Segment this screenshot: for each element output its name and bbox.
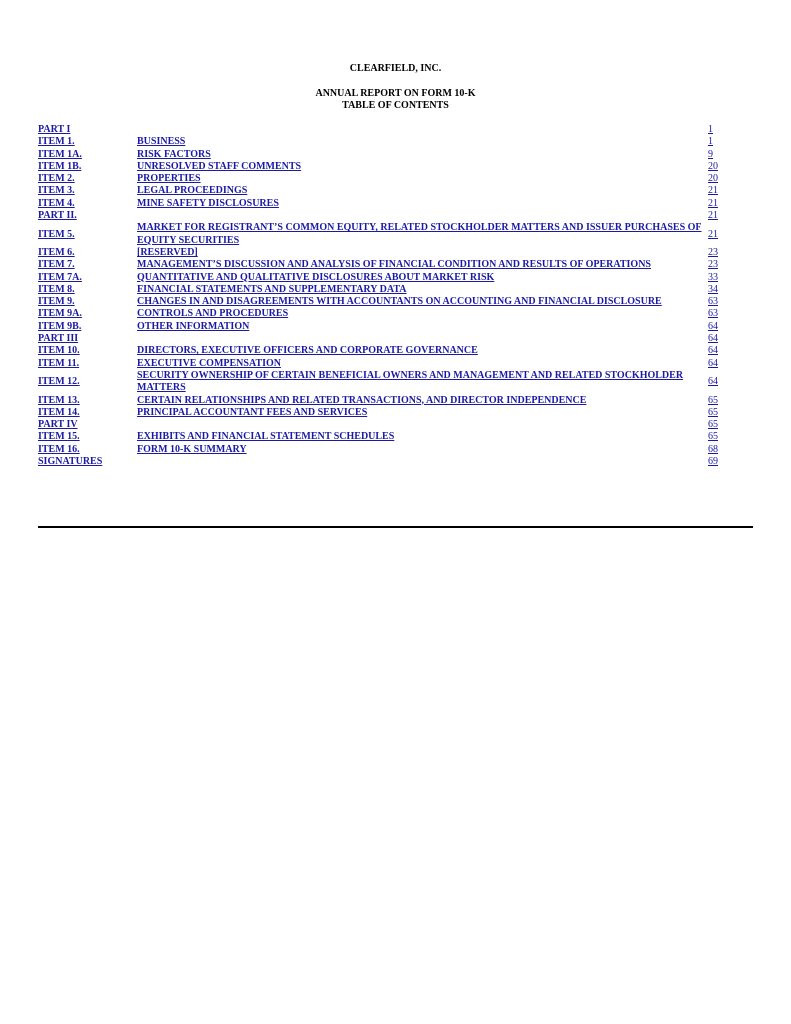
toc-item-cell xyxy=(38,376,137,388)
toc-item-cell xyxy=(38,431,137,443)
toc-page-cell xyxy=(708,149,718,161)
toc-row xyxy=(38,185,718,197)
toc-title-cell xyxy=(137,296,708,308)
toc-page-cell xyxy=(708,395,718,407)
toc-row xyxy=(38,345,718,357)
toc-page-cell xyxy=(708,136,718,148)
toc-page-cell xyxy=(708,345,718,357)
toc-title-cell xyxy=(137,198,708,210)
toc-page-link[interactable]: 69 xyxy=(708,456,718,468)
toc-title-link[interactable]: BUSINESS xyxy=(137,136,186,148)
toc-item-link[interactable]: ITEM 7A. xyxy=(38,271,82,283)
toc-row xyxy=(38,124,718,136)
toc-row xyxy=(38,272,718,284)
toc-page-link[interactable]: 34 xyxy=(708,283,718,295)
toc-page-cell xyxy=(708,321,718,333)
toc-page-cell xyxy=(708,229,718,241)
toc-item-link[interactable]: ITEM 2. xyxy=(38,173,75,185)
toc-title-cell xyxy=(137,284,708,296)
toc-item-cell xyxy=(38,345,137,357)
toc-page-link[interactable]: 64 xyxy=(708,333,718,345)
toc-title-cell xyxy=(137,247,708,259)
toc-page-cell xyxy=(708,444,718,456)
toc-title-cell xyxy=(137,222,708,247)
toc-item-cell xyxy=(38,395,137,407)
toc-page-cell xyxy=(708,296,718,308)
toc-item-link[interactable]: ITEM 3. xyxy=(38,185,75,197)
toc-item-cell xyxy=(38,259,137,271)
toc-title-link[interactable]: RISK FACTORS xyxy=(137,148,211,160)
toc-title-link[interactable]: LEGAL PROCEEDINGS xyxy=(137,185,248,197)
toc-row xyxy=(38,419,718,431)
company-name: CLEARFIELD, INC. xyxy=(349,63,442,74)
toc-row xyxy=(38,259,718,271)
toc-item-cell xyxy=(38,358,137,370)
toc-page-link[interactable]: 64 xyxy=(708,320,718,332)
toc-title-cell xyxy=(137,173,708,185)
toc-row xyxy=(38,333,718,345)
toc-item-cell xyxy=(38,229,137,241)
toc-item-link[interactable]: PART II. xyxy=(38,210,77,222)
toc-item-link[interactable]: ITEM 1. xyxy=(38,136,75,148)
toc-page-link[interactable]: 33 xyxy=(708,271,718,283)
toc-title-cell xyxy=(137,407,708,419)
toc-item-link[interactable]: ITEM 11. xyxy=(38,357,80,369)
toc-title-cell xyxy=(137,358,708,370)
toc-item-cell xyxy=(38,210,137,222)
toc-page-link[interactable]: 1 xyxy=(708,136,713,148)
toc-page-cell xyxy=(708,431,718,443)
toc-item-cell xyxy=(38,296,137,308)
toc-title-link[interactable]: UNRESOLVED STAFF COMMENTS xyxy=(137,160,302,172)
toc-title-cell xyxy=(137,431,708,443)
toc-row xyxy=(38,247,718,259)
toc-item-cell xyxy=(38,456,137,468)
toc-item-link[interactable]: ITEM 14. xyxy=(38,406,80,418)
toc-page-cell xyxy=(708,284,718,296)
toc-page-link[interactable]: 20 xyxy=(708,160,718,172)
toc-page-link[interactable]: 21 xyxy=(708,197,718,209)
toc-title-cell xyxy=(137,444,708,456)
toc-page-cell xyxy=(708,358,718,370)
toc-title-link[interactable]: QUANTITATIVE AND QUALITATIVE DISCLOSURES ABOUT MARKET RISK xyxy=(137,271,495,283)
toc-page-cell xyxy=(708,259,718,271)
toc-page-cell xyxy=(708,198,718,210)
toc-item-cell xyxy=(38,419,137,431)
toc-row xyxy=(38,358,718,370)
toc-item-cell xyxy=(38,284,137,296)
toc-page-link[interactable]: 21 xyxy=(708,228,718,240)
toc-item-cell xyxy=(38,308,137,320)
toc-row xyxy=(38,149,718,161)
toc-item-cell xyxy=(38,407,137,419)
toc-item-link[interactable]: ITEM 5. xyxy=(38,228,75,240)
toc-page-cell xyxy=(708,419,718,431)
toc-title-cell xyxy=(137,149,708,161)
toc-title-link[interactable]: SECURITY OWNERSHIP OF CERTAIN BENEFICIAL OWNERS AND MANAGEMENT AND RELATED STOCKHOLDER MATTERS xyxy=(137,369,684,394)
toc-title-cell xyxy=(137,345,708,357)
toc-row xyxy=(38,222,718,247)
toc-title-cell xyxy=(137,370,708,395)
toc-title-link[interactable]: FORM 10-K SUMMARY xyxy=(137,443,247,455)
toc-title-cell xyxy=(137,395,708,407)
toc-title-link[interactable]: OTHER INFORMATION xyxy=(137,320,250,332)
toc-title-link[interactable]: EXHIBITS AND FINANCIAL STATEMENT SCHEDULES xyxy=(137,431,395,443)
toc-row xyxy=(38,296,718,308)
toc-page-link[interactable]: 20 xyxy=(708,173,718,185)
toc-title-cell xyxy=(137,136,708,148)
page-divider xyxy=(38,526,753,528)
toc-page-link[interactable]: 64 xyxy=(708,345,718,357)
toc-item-link[interactable]: ITEM 10. xyxy=(38,345,80,357)
toc-item-cell xyxy=(38,247,137,259)
toc-page-link[interactable]: 65 xyxy=(708,394,718,406)
toc-page-link[interactable]: 63 xyxy=(708,296,718,308)
toc-title-link[interactable]: CHANGES IN AND DISAGREEMENTS WITH ACCOUNTANTS ON ACCOUNTING AND FINANCIAL DISCLOSURE xyxy=(137,296,662,308)
toc-page-link[interactable]: 65 xyxy=(708,431,718,443)
toc-title-link[interactable]: EXECUTIVE COMPENSATION xyxy=(137,357,281,369)
toc-title-link[interactable]: MANAGEMENT’S DISCUSSION AND ANALYSIS OF FINANCIAL CONDITION AND RESULTS OF OPERATIONS xyxy=(137,259,651,271)
toc-page-link[interactable]: 63 xyxy=(708,308,718,320)
toc-row xyxy=(38,444,718,456)
toc-title-link[interactable]: FINANCIAL STATEMENTS AND SUPPLEMENTARY DATA xyxy=(137,283,407,295)
toc-item-cell xyxy=(38,161,137,173)
toc-row xyxy=(38,370,718,395)
toc-row xyxy=(38,284,718,296)
toc-page-cell xyxy=(708,456,718,468)
toc-item-cell xyxy=(38,173,137,185)
toc-row xyxy=(38,407,718,419)
toc-item-cell xyxy=(38,333,137,345)
toc-title-cell xyxy=(137,185,708,197)
toc-row xyxy=(38,210,718,222)
toc-title-link[interactable]: MARKET FOR REGISTRANT’S COMMON EQUITY, RELATED STOCKHOLDER MATTERS AND ISSUER PURCHASES OF EQUITY SECURITIES xyxy=(137,222,702,246)
toc-page-link[interactable]: 9 xyxy=(708,148,713,160)
toc-item-link[interactable]: ITEM 16. xyxy=(38,443,80,455)
toc-row xyxy=(38,308,718,320)
toc-title-link[interactable]: CONTROLS AND PROCEDURES xyxy=(137,308,289,320)
toc-item-link[interactable]: PART IV xyxy=(38,419,78,431)
toc-item-link[interactable]: PART I xyxy=(38,124,71,135)
toc-item-cell xyxy=(38,272,137,284)
toc-title-link[interactable]: CERTAIN RELATIONSHIPS AND RELATED TRANSACTIONS, AND DIRECTOR INDEPENDENCE xyxy=(137,394,587,406)
toc-page-cell xyxy=(708,407,718,419)
toc-page-cell xyxy=(708,333,718,345)
toc-item-link[interactable]: ITEM 9B. xyxy=(38,320,82,332)
toc-row xyxy=(38,456,718,468)
toc-item-link[interactable]: ITEM 6. xyxy=(38,246,75,258)
toc-page-cell xyxy=(708,161,718,173)
toc-item-cell xyxy=(38,321,137,333)
toc-item-link[interactable]: ITEM 9. xyxy=(38,296,75,308)
toc-item-cell xyxy=(38,149,137,161)
toc-row xyxy=(38,173,718,185)
toc-page-cell xyxy=(708,247,718,259)
toc-page-link[interactable]: 23 xyxy=(708,259,718,271)
toc-title-cell xyxy=(137,321,708,333)
toc-item-link[interactable]: ITEM 9A. xyxy=(38,308,82,320)
toc-item-link[interactable]: ITEM 15. xyxy=(38,431,80,443)
toc-title-cell xyxy=(137,272,708,284)
toc-item-link[interactable]: ITEM 12. xyxy=(38,376,80,388)
toc-item-link[interactable]: PART III xyxy=(38,333,79,345)
toc-page-link[interactable]: 65 xyxy=(708,406,718,418)
toc-title-link[interactable]: PRINCIPAL ACCOUNTANT FEES AND SERVICES xyxy=(137,406,368,418)
toc-title-link[interactable]: DIRECTORS, EXECUTIVE OFFICERS AND CORPORATE GOVERNANCE xyxy=(137,345,478,357)
toc-item-link[interactable]: ITEM 1A. xyxy=(38,148,82,160)
toc-row xyxy=(38,321,718,333)
toc-item-cell xyxy=(38,185,137,197)
toc-row xyxy=(38,161,718,173)
toc-item-link[interactable]: ITEM 8. xyxy=(38,283,75,295)
toc-row xyxy=(38,136,718,148)
toc-page-cell xyxy=(708,272,718,284)
toc-row xyxy=(38,198,718,210)
toc-item-cell xyxy=(38,198,137,210)
toc-page-cell xyxy=(708,124,718,136)
toc-row xyxy=(38,431,718,443)
toc-item-link[interactable]: SIGNATURES xyxy=(38,456,103,468)
toc-page-link[interactable]: 68 xyxy=(708,443,718,455)
toc-page-link[interactable]: 1 xyxy=(708,124,713,135)
report-title: ANNUAL REPORT ON FORM 10-K xyxy=(315,88,476,99)
toc-title-link[interactable]: PROPERTIES xyxy=(137,173,201,185)
table-of-contents xyxy=(38,124,718,468)
toc-page-link[interactable]: 21 xyxy=(708,210,718,222)
toc-item-cell xyxy=(38,124,137,136)
toc-page-cell xyxy=(708,210,718,222)
toc-item-link[interactable]: ITEM 4. xyxy=(38,197,75,209)
toc-title-cell xyxy=(137,308,708,320)
toc-title: TABLE OF CONTENTS xyxy=(342,100,449,111)
toc-page-cell xyxy=(708,308,718,320)
toc-row xyxy=(38,395,718,407)
toc-item-cell xyxy=(38,444,137,456)
toc-page-link[interactable]: 64 xyxy=(708,376,718,388)
toc-page-link[interactable]: 64 xyxy=(708,357,718,369)
toc-page-cell xyxy=(708,376,718,388)
toc-page-link[interactable]: 23 xyxy=(708,246,718,258)
toc-page-link[interactable]: 21 xyxy=(708,185,718,197)
toc-title-cell xyxy=(137,259,708,271)
toc-item-link[interactable]: ITEM 1B. xyxy=(38,160,82,172)
toc-page-cell xyxy=(708,173,718,185)
toc-title-link[interactable]: MINE SAFETY DISCLOSURES xyxy=(137,197,279,209)
toc-title-link[interactable]: [RESERVED] xyxy=(137,246,198,258)
toc-item-link[interactable]: ITEM 7. xyxy=(38,259,75,271)
toc-title-cell xyxy=(137,161,708,173)
toc-item-link[interactable]: ITEM 13. xyxy=(38,394,80,406)
toc-page-link[interactable]: 65 xyxy=(708,419,718,431)
toc-page-cell xyxy=(708,185,718,197)
toc-item-cell xyxy=(38,136,137,148)
